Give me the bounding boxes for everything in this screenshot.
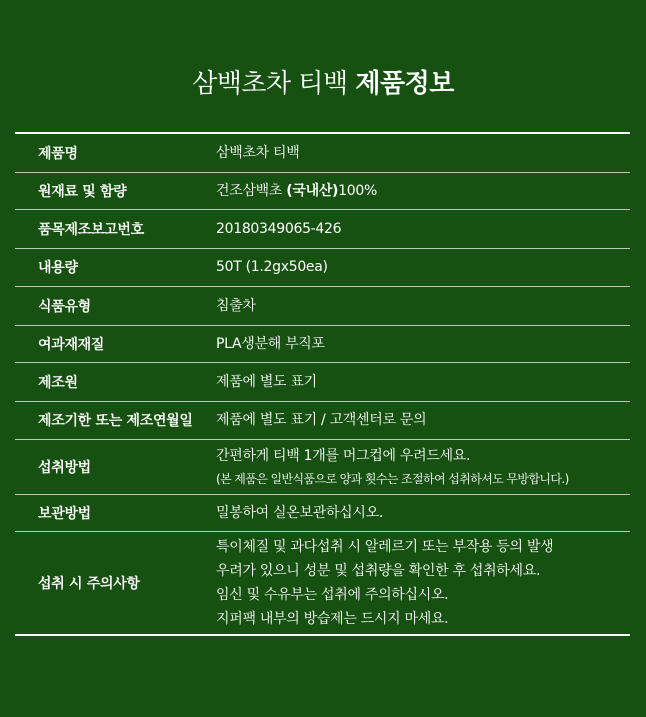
row-value: 제품에 별도 표기 / 고객센터로 문의	[216, 412, 427, 429]
info-row-net-content	[15, 248, 630, 286]
row-label: 원재료 및 함량	[38, 183, 127, 200]
origin-text: (국내산)	[286, 182, 339, 199]
row-value: 제품에 별도 표기	[216, 374, 317, 390]
row-label: 제조기한 또는 제조연월일	[38, 413, 193, 430]
row-label: 여과재재질	[38, 336, 105, 353]
row-label: 제품명	[38, 145, 78, 162]
info-row-ingredients	[15, 172, 630, 210]
page-title	[0, 66, 646, 102]
info-row-storage	[15, 494, 630, 532]
row-label: 품목제조보고번호	[38, 222, 144, 238]
intake-instruction: 간편하게 티백 1개를 머그컵에 우려드세요.	[216, 447, 471, 464]
row-label: 제조원	[38, 375, 78, 391]
info-row-manufacturer	[15, 362, 630, 401]
ingredient-percent: 100%	[338, 182, 377, 199]
product-info-table	[15, 132, 630, 636]
info-row-intake-method	[15, 439, 630, 494]
info-row-precautions	[15, 531, 630, 634]
info-row-manufacture-date	[15, 401, 630, 439]
title-product-name: 삼백초차 티백	[192, 69, 348, 99]
row-value: 50T (1.2gx50ea)	[216, 259, 328, 276]
row-value: PLA생분해 부직포	[216, 335, 325, 352]
row-value: 밀봉하여 실온보관하십시오.	[216, 504, 383, 521]
row-value: 침출차	[216, 297, 256, 314]
row-label: 내용량	[38, 260, 78, 277]
row-value	[216, 535, 630, 631]
precaution-line: 지퍼팩 내부의 방습제는 드시지 마세요.	[216, 611, 449, 627]
info-row-report-number	[15, 209, 630, 248]
row-value	[216, 179, 630, 203]
precaution-line: 임신 및 수유부는 섭취에 주의하십시오.	[216, 587, 449, 603]
row-value	[216, 444, 630, 490]
row-label: 섭취방법	[38, 459, 91, 476]
info-row-filter-material	[15, 325, 630, 363]
info-row-product-name	[15, 134, 630, 172]
row-label: 섭취 시 주의사항	[38, 576, 140, 592]
precaution-line: 특이체질 및 과다섭취 시 알레르기 또는 부작용 등의 발생	[216, 539, 554, 555]
title-heading: 제품정보	[355, 69, 454, 99]
intake-note: (본 제품은 일반식품으로 양과 횟수는 조절하여 섭취하셔도 무방합니다.)	[216, 471, 569, 486]
precaution-line: 우려가 있으니 성분 및 섭취량을 확인한 후 섭취하세요.	[216, 563, 541, 579]
row-value: 삼백초차 티백	[216, 144, 300, 161]
info-row-food-type	[15, 286, 630, 325]
row-label: 식품유형	[38, 298, 91, 315]
row-value: 20180349065-426	[216, 221, 342, 237]
ingredient-text: 건조삼백초	[216, 182, 287, 199]
row-label: 보관방법	[38, 505, 91, 522]
